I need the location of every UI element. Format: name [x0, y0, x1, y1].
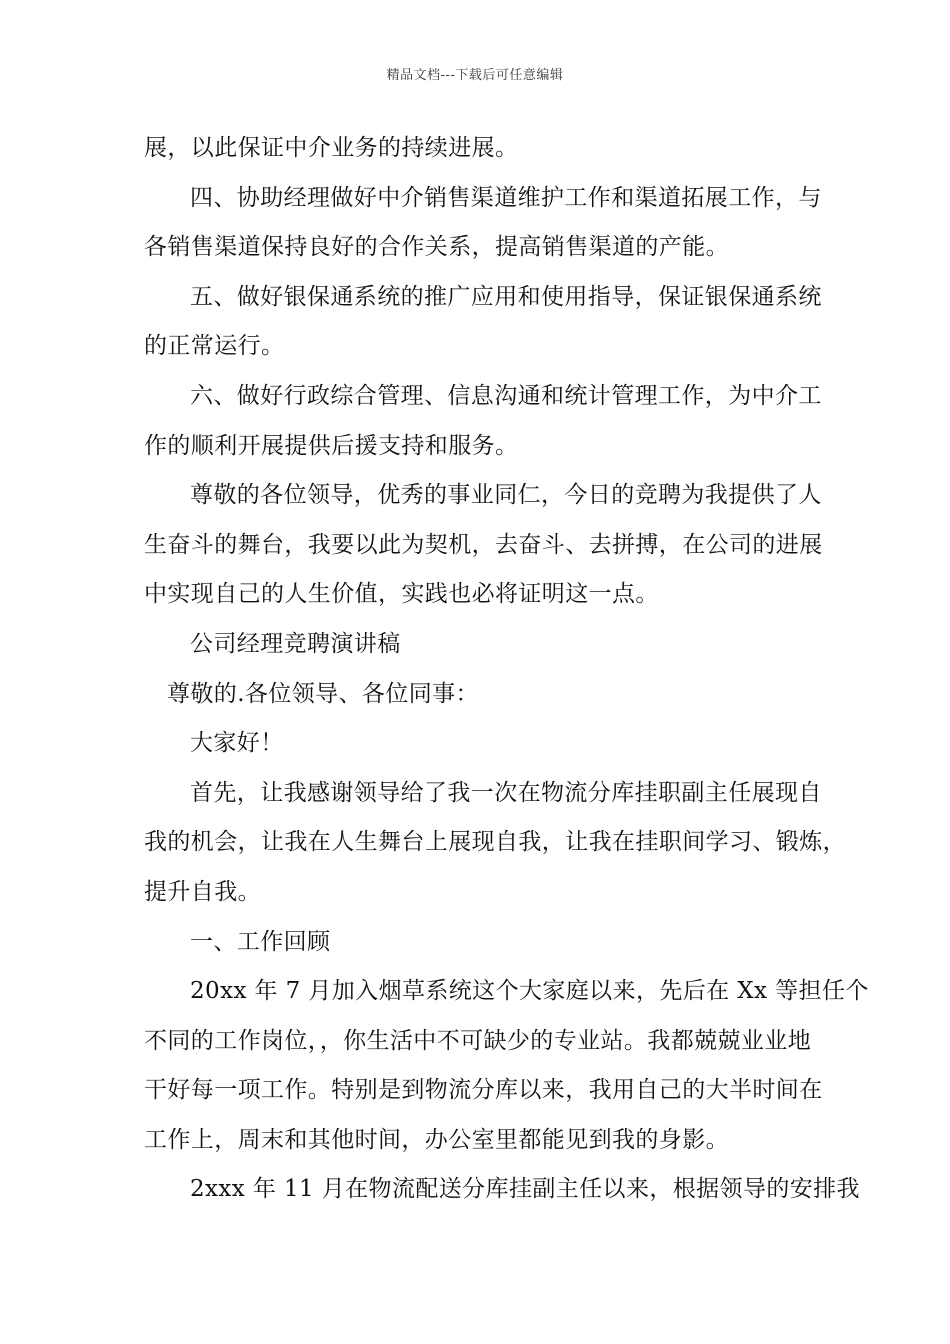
- text-line: 作的顺利开展提供后援支持和服务。: [144, 432, 519, 459]
- text-line: 四、协助经理做好中介销售渠道维护工作和渠道拓展工作，与: [190, 184, 822, 211]
- text-line: 工作上，周末和其他时间，办公室里都能见到我的身影。: [144, 1126, 729, 1153]
- text-line: 提升自我。: [144, 878, 261, 905]
- salutation: 尊敬的.各位领导、各位同事：: [167, 680, 479, 707]
- document-body: [144, 124, 869, 1215]
- text-line: 五、做好银保通系统的推广应用和使用指导，保证银保通系统: [190, 283, 822, 310]
- text-line: 我的机会，让我在人生舞台上展现自我，让我在挂职间学习、锻炼，: [144, 829, 846, 856]
- text-line: 生奋斗的舞台，我要以此为契机，去奋斗、去拼搏，在公司的进展: [144, 531, 823, 558]
- text-line: 中实现自己的人生价值，实践也必将证明这一点。: [144, 581, 659, 608]
- text-line: 展，以此保证中介业务的持续进展。: [144, 135, 519, 161]
- text-line: 2xxx 年 11 月在物流配送分库挂副主任以来，根据领导的安排我: [190, 1176, 860, 1203]
- text-line: 的正常运行。: [144, 333, 285, 360]
- page-header: 精品文档---下载后可任意编辑: [386, 68, 564, 83]
- text-line: 六、做好行政综合管理、信息沟通和统计管理工作，为中介工: [190, 382, 822, 409]
- text-line: 20xx 年 7 月加入烟草系统这个大家庭以来，先后在 Xx 等担任个: [190, 978, 869, 1005]
- text-line: 各销售渠道保持良好的合作关系，提高销售渠道的产能。: [144, 234, 729, 261]
- text-line: 干好每一项工作。特别是到物流分库以来，我用自己的大半时间在: [144, 1077, 823, 1104]
- text-line: 尊敬的各位领导，优秀的事业同仁，今日的竞聘为我提供了人: [190, 482, 822, 509]
- text-line: 首先，让我感谢领导给了我一次在物流分库挂职副主任展现自: [190, 779, 822, 806]
- greeting: 大家好！: [190, 730, 284, 757]
- text-line: 不同的工作岗位，，你生活中不可缺少的专业站。我都兢兢业业地: [144, 1027, 812, 1054]
- section-title: 公司经理竞聘演讲稿: [190, 630, 401, 657]
- section-heading: 一、工作回顾: [190, 928, 331, 955]
